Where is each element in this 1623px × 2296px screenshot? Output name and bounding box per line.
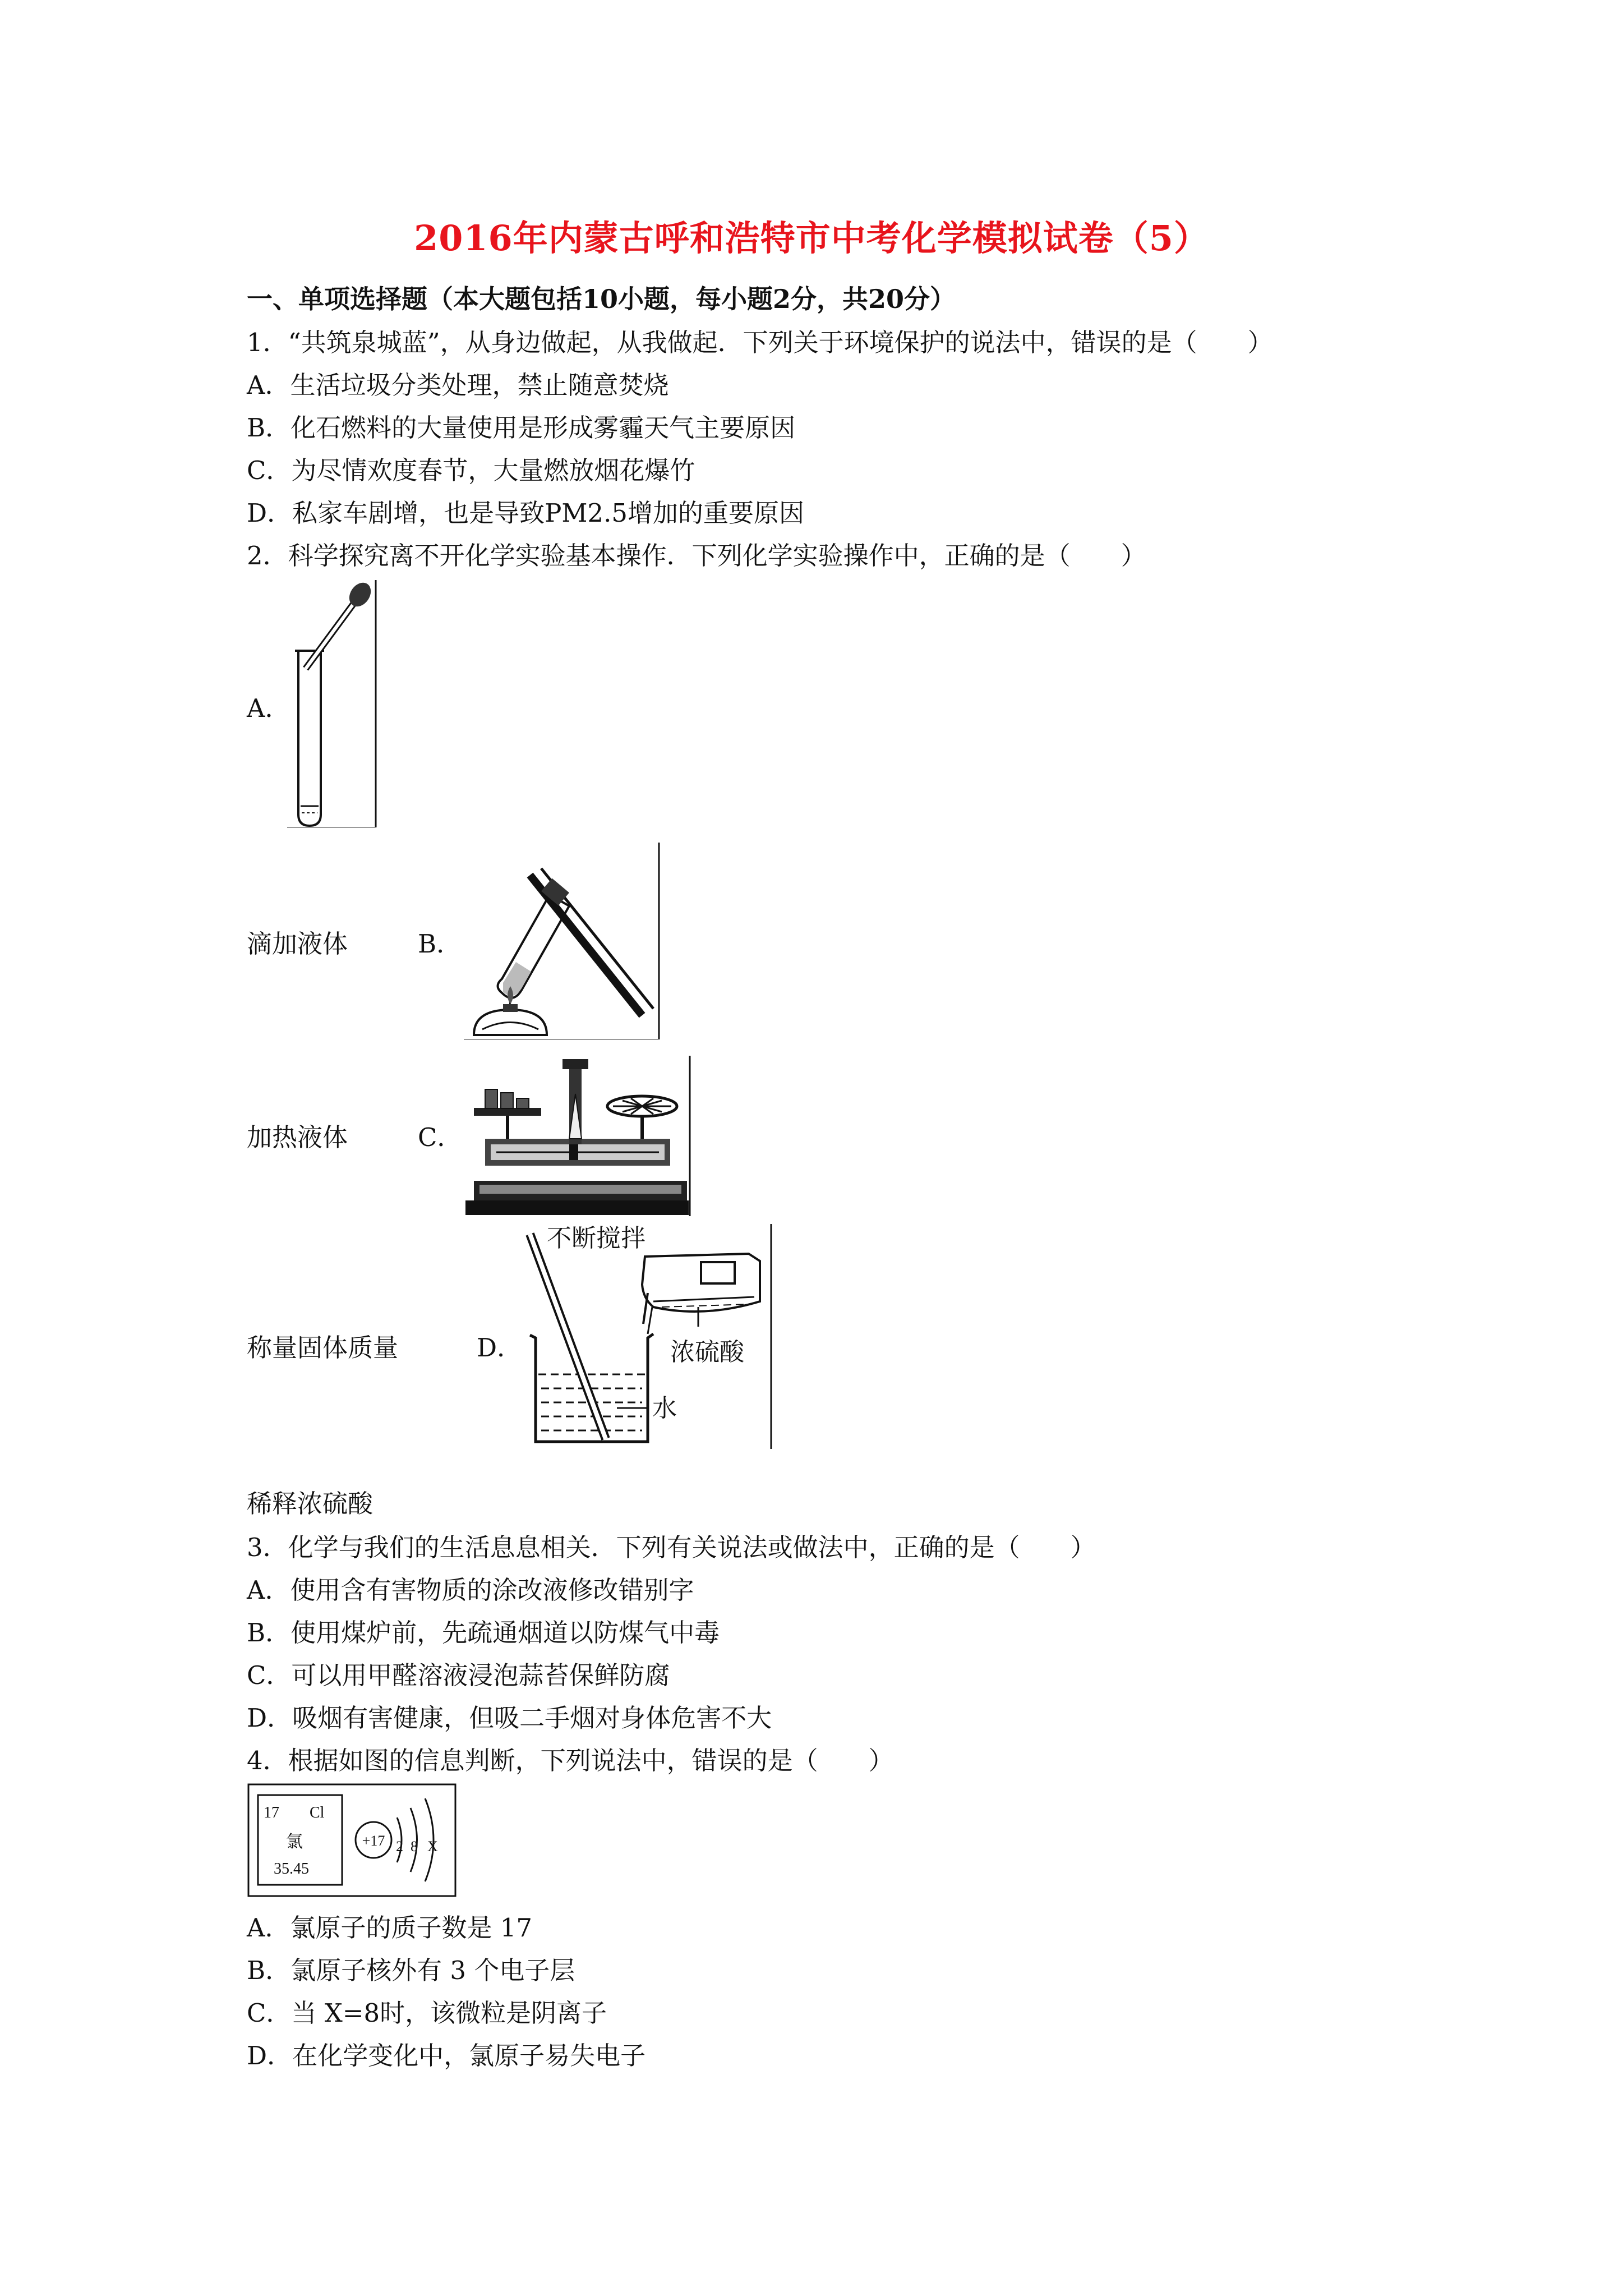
q2-option-b-letter: B．: [418, 929, 462, 959]
q1-stem: 1．“共筑泉城蓝”，从身边做起，从我做起．下列关于环境保护的说法中，错误的是（ ）: [247, 328, 1273, 357]
section-heading: 一、单项选择题（本大题包括10小题，每小题2分，共20分）: [247, 284, 956, 314]
q1-option-d: D．私家车剧增，也是导致PM2.5增加的重要原因: [247, 498, 805, 528]
q2-option-d-caption: 稀释浓硫酸: [247, 1489, 374, 1519]
q3-stem: 3．化学与我们的生活息息相关．下列有关说法或做法中，正确的是（ ）: [247, 1533, 1096, 1562]
q2-option-d-letter: D．: [477, 1333, 523, 1363]
heating-liquid-figure: [463, 841, 662, 1041]
dropper-test-tube-figure: [286, 579, 381, 829]
q2-option-b-caption: 加热液体: [247, 1122, 348, 1152]
q4-option-d: D．在化学变化中，氯原子易失电子: [247, 2041, 646, 2070]
balance-figure: [463, 1055, 693, 1217]
q4-option-a: A．氯原子的质子数是 17: [247, 1913, 533, 1943]
q3-option-d: D．吸烟有害健康，但吸二手烟对身体危害不大: [247, 1703, 772, 1733]
q2-option-c-letter: C．: [418, 1122, 463, 1152]
q2-option-a-caption: 滴加液体: [247, 929, 348, 959]
atomic-number: 17: [264, 1804, 279, 1821]
water-label: 水: [652, 1394, 677, 1423]
dilution-figure: [513, 1223, 774, 1450]
shell-2-electrons: 8: [411, 1838, 418, 1855]
q3-option-a: A．使用含有害物质的涂改液修改错别字: [247, 1575, 694, 1605]
acid-label: 浓硫酸: [670, 1338, 744, 1366]
q4-option-c: C．当 X=8时，该微粒是阴离子: [247, 1998, 607, 2028]
q4-option-b: B．氯原子核外有 3 个电子层: [247, 1955, 575, 1985]
nucleus-charge: +17: [362, 1833, 385, 1849]
atomic-mass: 35.45: [274, 1860, 309, 1878]
q1-option-c: C．为尽情欢度春节，大量燃放烟花爆竹: [247, 455, 695, 485]
element-name: 氯: [286, 1832, 303, 1852]
chlorine-figure: [247, 1783, 457, 1898]
q4-stem: 4．根据如图的信息判断，下列说法中，错误的是（ ）: [247, 1746, 894, 1775]
q1-option-a: A．生活垃圾分类处理，禁止随意焚烧: [247, 370, 669, 400]
shell-1-electrons: 2: [396, 1838, 403, 1855]
q3-option-c: C．可以用甲醛溶液浸泡蒜苔保鲜防腐: [247, 1660, 670, 1690]
stir-label: 不断搅拌: [547, 1224, 645, 1253]
page-title: 2016年内蒙古呼和浩特市中考化学模拟试卷（5）: [414, 218, 1209, 259]
q2-stem: 2．科学探究离不开化学实验基本操作．下列化学实验操作中，正确的是（ ）: [247, 541, 1146, 570]
q2-option-a-letter: A．: [247, 693, 291, 723]
q1-option-b: B．化石燃料的大量使用是形成雾霾天气主要原因: [247, 413, 796, 443]
shell-3-electrons: X: [427, 1838, 438, 1855]
q2-option-c-caption: 称量固体质量: [247, 1333, 399, 1363]
element-symbol: Cl: [310, 1804, 325, 1821]
q3-option-b: B．使用煤炉前，先疏通烟道以防煤气中毒: [247, 1618, 720, 1648]
